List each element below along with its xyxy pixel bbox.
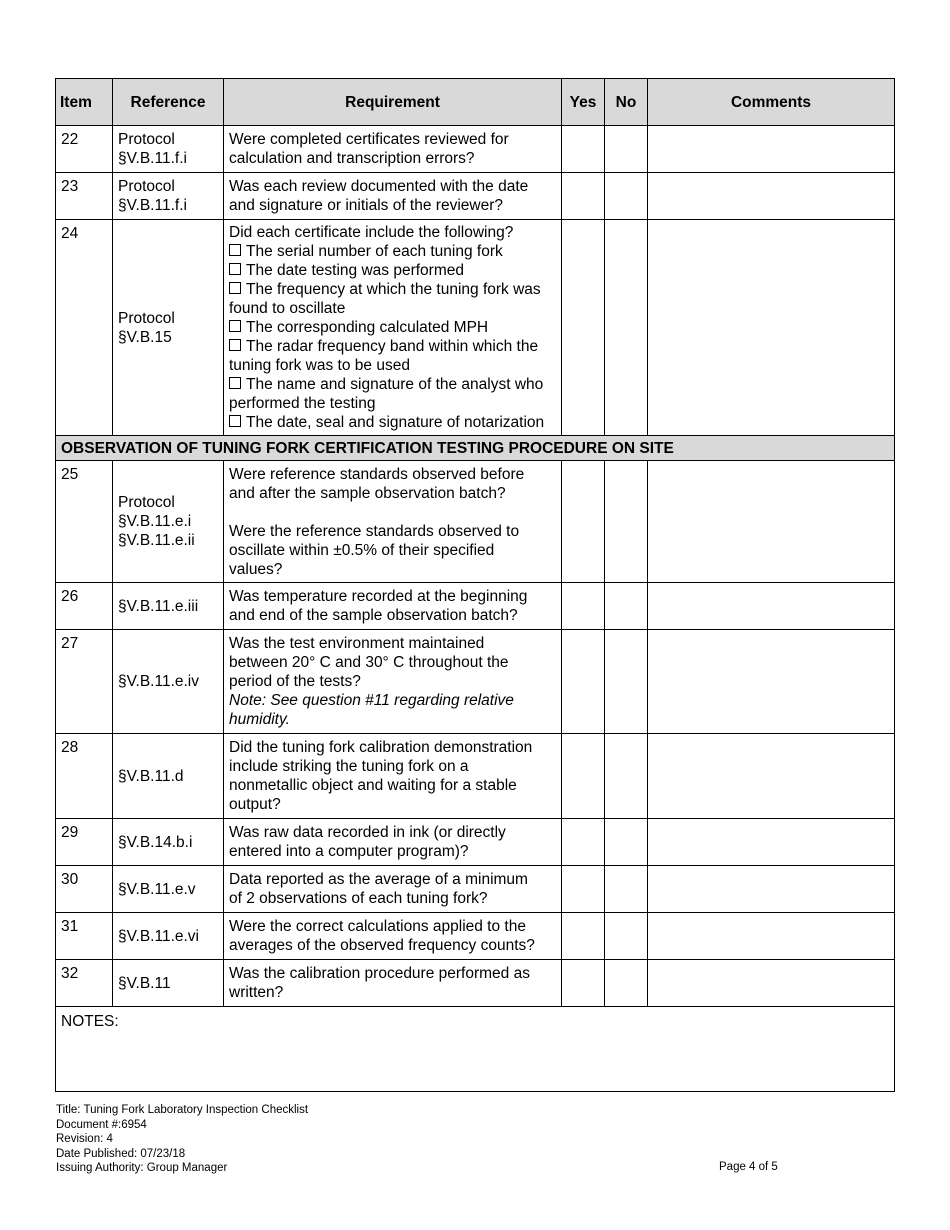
yes-cell[interactable] <box>562 126 605 173</box>
table-row <box>56 461 895 583</box>
comments-cell[interactable] <box>648 173 895 220</box>
section-row <box>56 436 895 461</box>
checklist-item: The frequency at which the tuning fork was <box>229 280 555 299</box>
section-title: OBSERVATION OF TUNING FORK CERTIFICATION TESTING PROCEDURE ON SITE <box>56 436 895 461</box>
yes-cell[interactable] <box>562 630 605 734</box>
requirement-cell: Was each review documented with the date and signature or initials of the reviewer? <box>224 173 562 220</box>
yes-cell[interactable] <box>562 461 605 583</box>
item-number: 23 <box>56 173 113 220</box>
table-row <box>56 220 895 436</box>
header-comments: Comments <box>648 79 895 126</box>
yes-cell[interactable] <box>562 734 605 819</box>
reference-cell: Protocol §V.B.11.e.i §V.B.11.e.ii <box>113 461 224 583</box>
table-row <box>56 734 895 819</box>
item-number: 25 <box>56 461 113 583</box>
requirement-note: Note: See question #11 regarding relative <box>229 692 514 709</box>
table-row <box>56 126 895 173</box>
inspection-checklist-table <box>55 78 895 1092</box>
requirement-cell: Were the correct calculations applied to the averages of the observed frequency counts? <box>224 913 562 960</box>
no-cell[interactable] <box>605 173 648 220</box>
reference-cell: Protocol §V.B.15 <box>113 220 224 436</box>
yes-cell[interactable] <box>562 173 605 220</box>
checklist-item: The corresponding calculated MPH <box>229 318 555 337</box>
item-number: 26 <box>56 583 113 630</box>
no-cell[interactable] <box>605 220 648 436</box>
document-footer <box>56 1103 308 1176</box>
notes-row <box>56 1007 895 1092</box>
no-cell[interactable] <box>605 126 648 173</box>
footer-revision: Revision: 4 <box>56 1133 113 1145</box>
requirement-cell: Was the test environment maintained between 20° C and 30° C throughout the period of the tests? Note: See question #11 regarding relative humidity. <box>224 630 562 734</box>
comments-cell[interactable] <box>648 461 895 583</box>
comments-cell[interactable] <box>648 819 895 866</box>
comments-cell[interactable] <box>648 220 895 436</box>
yes-cell[interactable] <box>562 220 605 436</box>
no-cell[interactable] <box>605 866 648 913</box>
header-requirement: Requirement <box>224 79 562 126</box>
table-row <box>56 819 895 866</box>
no-cell[interactable] <box>605 461 648 583</box>
header-no: No <box>605 79 648 126</box>
checkbox-icon[interactable] <box>229 377 241 389</box>
reference-cell: §V.B.11 <box>113 960 224 1007</box>
requirement-cell: Was the calibration procedure performed as written? <box>224 960 562 1007</box>
item-number: 29 <box>56 819 113 866</box>
page-number: Page 4 of 5 <box>719 1161 778 1173</box>
checklist-item: The serial number of each tuning fork <box>229 242 555 261</box>
table-row <box>56 583 895 630</box>
requirement-cell: Data reported as the average of a minimum of 2 observations of each tuning fork? <box>224 866 562 913</box>
table-header-row <box>56 79 895 126</box>
no-cell[interactable] <box>605 734 648 819</box>
no-cell[interactable] <box>605 913 648 960</box>
reference-cell: §V.B.11.e.iv <box>113 630 224 734</box>
table-row <box>56 960 895 1007</box>
yes-cell[interactable] <box>562 866 605 913</box>
checklist-item: The date testing was performed <box>229 261 555 280</box>
reference-cell: Protocol §V.B.11.f.i <box>113 126 224 173</box>
comments-cell[interactable] <box>648 960 895 1007</box>
no-cell[interactable] <box>605 960 648 1007</box>
footer-title: Title: Tuning Fork Laboratory Inspection Checklist <box>56 1104 309 1116</box>
comments-cell[interactable] <box>648 734 895 819</box>
item-number: 28 <box>56 734 113 819</box>
requirement-cell: Did each certificate include the following? The serial number of each tuning fork The date testing was performed The frequency at which the tuning fork was found to oscillate The corresponding calculated MPH The radar frequency band within which the tuning fork was to be used The name and signature of the analyst who performed the testing The date, seal and signature of notarization <box>224 220 562 436</box>
checkbox-icon[interactable] <box>229 339 241 351</box>
comments-cell[interactable] <box>648 126 895 173</box>
table-row <box>56 913 895 960</box>
yes-cell[interactable] <box>562 913 605 960</box>
notes-label: NOTES: <box>61 1013 119 1030</box>
requirement-cell: Was raw data recorded in ink (or directly entered into a computer program)? <box>224 819 562 866</box>
item-number: 22 <box>56 126 113 173</box>
footer-document-number: Document #:6954 <box>56 1118 147 1131</box>
no-cell[interactable] <box>605 630 648 734</box>
reference-cell: §V.B.11.e.iii <box>113 583 224 630</box>
checklist-item: The name and signature of the analyst who <box>229 375 555 394</box>
checklist-item: The date, seal and signature of notarization <box>229 413 555 432</box>
table-row <box>56 173 895 220</box>
comments-cell[interactable] <box>648 583 895 630</box>
item-number: 32 <box>56 960 113 1007</box>
requirement-cell: Was temperature recorded at the beginning and end of the sample observation batch? <box>224 583 562 630</box>
header-yes: Yes <box>562 79 605 126</box>
checkbox-icon[interactable] <box>229 415 241 427</box>
reference-cell: §V.B.11.e.vi <box>113 913 224 960</box>
checkbox-icon[interactable] <box>229 244 241 256</box>
header-item: Item <box>56 79 113 126</box>
reference-cell: §V.B.14.b.i <box>113 819 224 866</box>
table-row <box>56 866 895 913</box>
yes-cell[interactable] <box>562 960 605 1007</box>
reference-cell: Protocol §V.B.11.f.i <box>113 173 224 220</box>
requirement-cell: Were reference standards observed before and after the sample observation batch? Were the reference standards observed to oscillate within ±0.5% of their specified values? <box>224 461 562 583</box>
footer-issuing-authority: Issuing Authority: Group Manager <box>56 1162 228 1174</box>
checkbox-icon[interactable] <box>229 320 241 332</box>
comments-cell[interactable] <box>648 913 895 960</box>
comments-cell[interactable] <box>648 866 895 913</box>
item-number: 27 <box>56 630 113 734</box>
item-number: 24 <box>56 220 113 436</box>
reference-cell: §V.B.11.d <box>113 734 224 819</box>
header-reference: Reference <box>113 79 224 126</box>
table-row <box>56 630 895 734</box>
item-number: 31 <box>56 913 113 960</box>
requirement-cell: Did the tuning fork calibration demonstration include striking the tuning fork on a nonmetallic object and waiting for a stable output? <box>224 734 562 819</box>
no-cell[interactable] <box>605 819 648 866</box>
checklist-item: The radar frequency band within which the <box>229 337 555 356</box>
reference-cell: §V.B.11.e.v <box>113 866 224 913</box>
checkbox-icon[interactable] <box>229 282 241 294</box>
comments-cell[interactable] <box>648 630 895 734</box>
notes-field[interactable] <box>56 1007 895 1092</box>
checkbox-icon[interactable] <box>229 263 241 275</box>
item-number: 30 <box>56 866 113 913</box>
footer-date-published: Date Published: 07/23/18 <box>56 1147 186 1160</box>
yes-cell[interactable] <box>562 819 605 866</box>
yes-cell[interactable] <box>562 583 605 630</box>
requirement-cell: Were completed certificates reviewed for calculation and transcription errors? <box>224 126 562 173</box>
no-cell[interactable] <box>605 583 648 630</box>
